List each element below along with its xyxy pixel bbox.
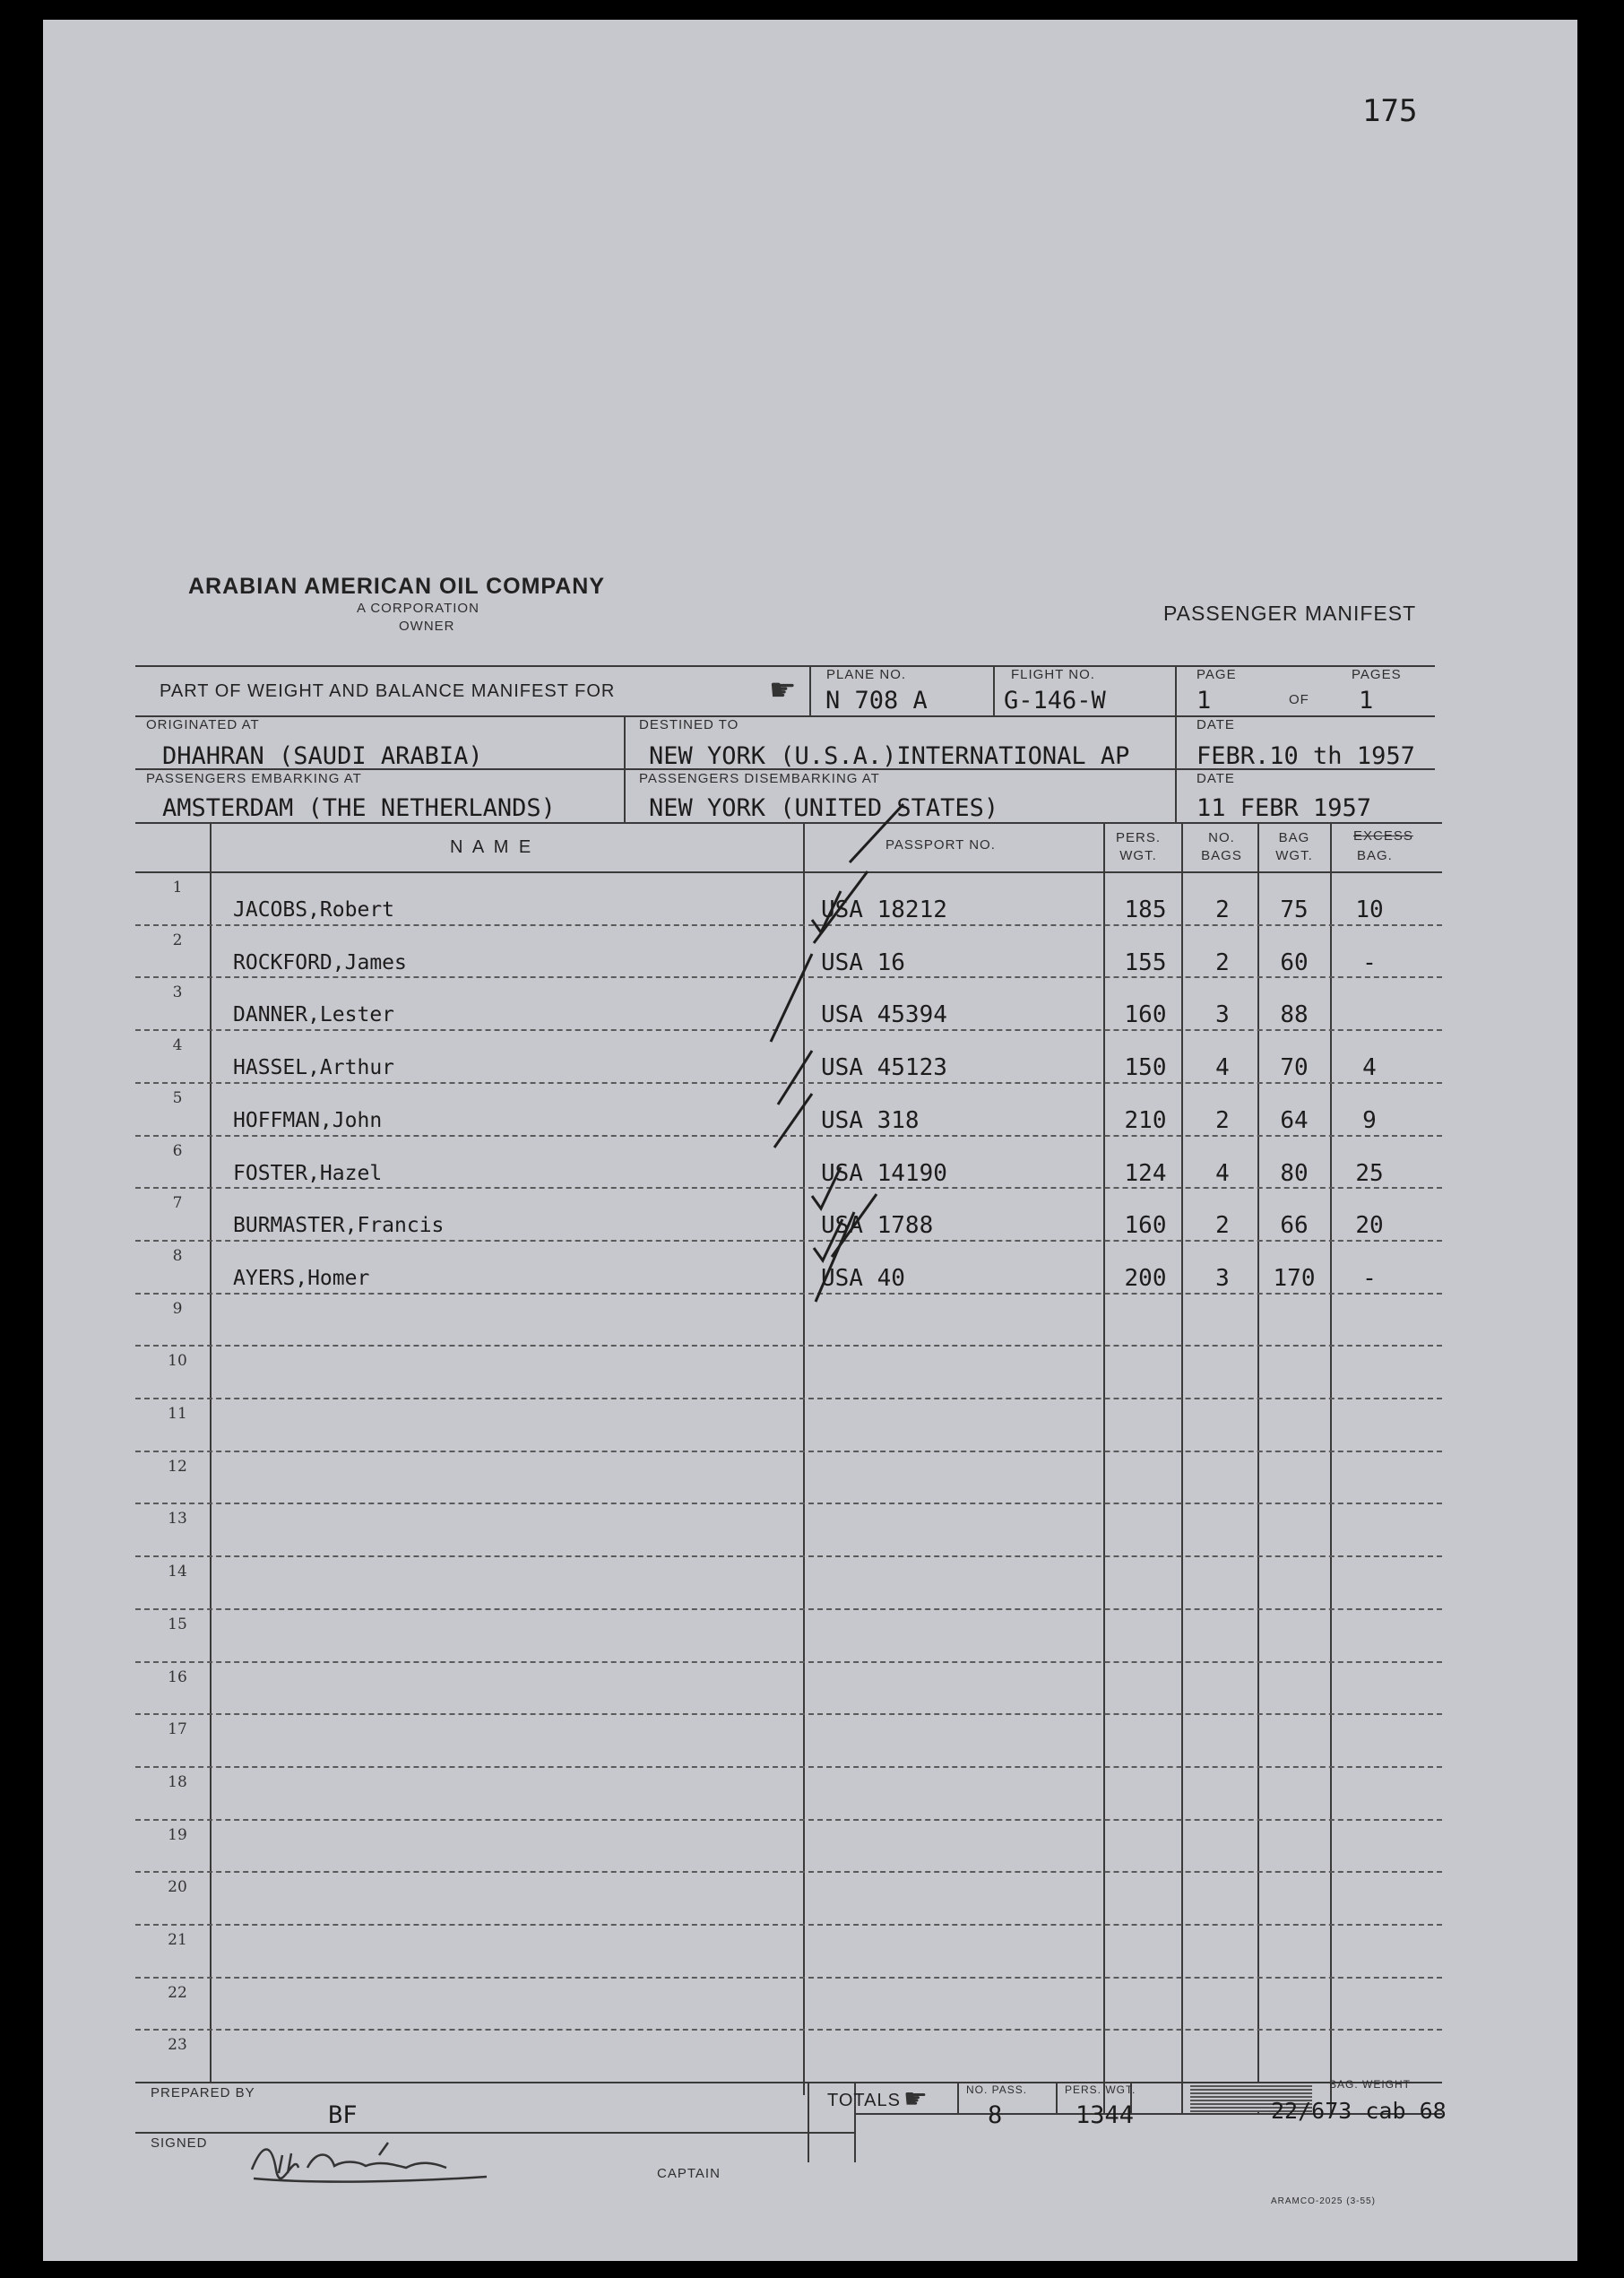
row-number: 11 (168, 1405, 187, 1423)
passenger-name: HOFFMAN,John (233, 1109, 383, 1132)
bag-weight: 60 (1280, 949, 1309, 976)
row-number: 21 (168, 1931, 187, 1949)
bagweight-value: 22/673 cab 68 (1271, 2098, 1447, 2124)
passenger-name: JACOBS,Robert (233, 898, 395, 922)
excess-bag: 10 (1355, 896, 1384, 923)
bag-count: 2 (1215, 1212, 1230, 1239)
personal-weight: 160 (1124, 1212, 1167, 1239)
row-number: 15 (168, 1615, 187, 1633)
bag-weight: 70 (1280, 1054, 1309, 1081)
prepared-label: PREPARED BY (151, 2085, 255, 2100)
row-number: 7 (172, 1194, 183, 1212)
passenger-name: FOSTER,Hazel (233, 1162, 383, 1185)
originated-value: DHAHRAN (SAUDI ARABIA) (162, 742, 483, 770)
row-number: 12 (168, 1458, 187, 1476)
row-number: 6 (172, 1142, 183, 1160)
col-bags-header-1: NO. (1208, 830, 1235, 845)
embarking-label: PASSENGERS EMBARKING AT (146, 771, 362, 786)
row-number: 3 (172, 983, 183, 1001)
bag-count: 2 (1215, 949, 1230, 976)
nopass-value: 8 (988, 2101, 1003, 2129)
destined-value: NEW YORK (U.S.A.)INTERNATIONAL AP (649, 742, 1130, 770)
passport-number: USA 1788 (821, 1212, 934, 1239)
passport-number: USA 16 (821, 949, 905, 976)
row-number: 9 (172, 1300, 183, 1318)
passport-number: USA 45123 (821, 1054, 947, 1081)
col-name-header: N A M E (450, 837, 534, 857)
slash-mark (814, 871, 868, 943)
check-mark (812, 1167, 841, 1208)
personal-weight: 210 (1124, 1107, 1167, 1134)
row-number: 17 (168, 1720, 187, 1738)
excess-bag: 20 (1355, 1212, 1384, 1239)
col-bagwgt-header-1: BAG (1278, 830, 1310, 845)
row-number: 20 (168, 1878, 187, 1896)
company-name: ARABIAN AMERICAN OIL COMPANY (188, 574, 606, 599)
captain-label: CAPTAIN (657, 2166, 721, 2181)
date2-value: 11 FEBR 1957 (1196, 794, 1372, 822)
slash-mark (850, 804, 903, 862)
signed-label: SIGNED (151, 2135, 208, 2151)
totals-label: TOTALS (827, 2091, 901, 2110)
company-owner: OWNER (399, 619, 455, 634)
perswgt-label: PERS. WGT. (1065, 2083, 1136, 2096)
bag-count: 4 (1215, 1054, 1230, 1081)
row-number: 19 (168, 1826, 187, 1844)
company-subtitle: A CORPORATION (357, 601, 479, 616)
slash-mark (778, 1051, 812, 1104)
passenger-name: ROCKFORD,James (233, 951, 407, 974)
row-number: 8 (172, 1247, 183, 1265)
bag-weight: 80 (1280, 1160, 1309, 1187)
plane-label: PLANE NO. (826, 667, 907, 682)
check-mark (814, 1219, 842, 1260)
of-label: OF (1289, 692, 1309, 707)
row-number: 18 (168, 1773, 187, 1791)
check-marks-overlay (43, 20, 1577, 2261)
page-label: PAGE (1196, 667, 1237, 682)
excess-bag: 9 (1362, 1107, 1377, 1134)
bag-weight: 75 (1280, 896, 1309, 923)
row-number: 1 (172, 879, 183, 896)
embarking-value: AMSTERDAM (THE NETHERLANDS) (162, 794, 556, 822)
personal-weight: 185 (1124, 896, 1167, 923)
col-excess-header-2: BAG. (1357, 848, 1393, 863)
col-pers-header-1: PERS. (1115, 830, 1161, 845)
hand-pointer-icon: ☛ (769, 674, 797, 707)
pages-label: PAGES (1352, 667, 1402, 682)
personal-weight: 155 (1124, 949, 1167, 976)
hand-pointer-icon: ☛ (903, 2084, 928, 2114)
bag-count: 2 (1215, 896, 1230, 923)
date2-label: DATE (1196, 771, 1235, 786)
captain-signature (245, 2134, 514, 2187)
bag-weight: 64 (1280, 1107, 1309, 1134)
row-number: 10 (168, 1352, 187, 1370)
doc-title: PASSENGER MANIFEST (1163, 602, 1417, 625)
col-passport-header: PASSPORT NO. (885, 837, 996, 853)
bag-count: 2 (1215, 1107, 1230, 1134)
excess-bag: - (1362, 1265, 1377, 1292)
page-value: 1 (1196, 687, 1212, 715)
passenger-name: AYERS,Homer (233, 1267, 370, 1290)
excess-bag: 25 (1355, 1160, 1384, 1187)
col-pers-header-2: WGT. (1119, 848, 1157, 863)
destined-label: DESTINED TO (639, 717, 739, 732)
bag-count: 3 (1215, 1265, 1230, 1292)
personal-weight: 160 (1124, 1001, 1167, 1028)
personal-weight: 124 (1124, 1160, 1167, 1187)
nopass-label: NO. PASS. (966, 2083, 1028, 2096)
excess-bag: - (1362, 949, 1377, 976)
row-number: 22 (168, 1984, 187, 2002)
col-bagwgt-header-2: WGT. (1275, 848, 1313, 863)
passenger-name: BURMASTER,Francis (233, 1214, 445, 1237)
passport-number: USA 40 (821, 1265, 905, 1292)
manifest-for-label: PART OF WEIGHT AND BALANCE MANIFEST FOR (160, 681, 616, 701)
bag-weight: 88 (1280, 1001, 1309, 1028)
bag-count: 3 (1215, 1001, 1230, 1028)
date1-value: FEBR.10 th 1957 (1196, 742, 1415, 770)
row-number: 23 (168, 2036, 187, 2054)
row-number: 5 (172, 1089, 183, 1107)
disembarking-value: NEW YORK (UNITED STATES) (649, 794, 999, 822)
col-excess-header-1: EXCESS (1353, 828, 1413, 844)
prepared-value: BF (328, 2101, 358, 2129)
excess-bag: 4 (1362, 1054, 1377, 1081)
page-number: 175 (1362, 93, 1418, 129)
passenger-name: DANNER,Lester (233, 1003, 395, 1026)
passport-number: USA 18212 (821, 896, 947, 923)
row-number: 16 (168, 1668, 187, 1686)
bag-weight: 66 (1280, 1212, 1309, 1239)
manifest-sheet (43, 20, 1577, 2261)
slash-mark (771, 954, 812, 1042)
flight-label: FLIGHT NO. (1011, 667, 1095, 682)
originated-label: ORIGINATED AT (146, 717, 260, 732)
row-number: 2 (172, 931, 183, 949)
bag-weight: 170 (1273, 1265, 1316, 1292)
row-number: 14 (168, 1563, 187, 1581)
perswgt-value: 1344 (1075, 2101, 1135, 2129)
bagweight-label: BAG. WEIGHT (1329, 2078, 1412, 2091)
passport-number: USA 14190 (821, 1160, 947, 1187)
passport-number: USA 318 (821, 1107, 920, 1134)
flight-value: G-146-W (1004, 687, 1106, 715)
passenger-name: HASSEL,Arthur (233, 1056, 395, 1079)
pages-value: 1 (1359, 687, 1374, 715)
form-code: ARAMCO-2025 (3-55) (1271, 2196, 1376, 2206)
personal-weight: 200 (1124, 1265, 1167, 1292)
col-bags-header-2: BAGS (1201, 848, 1242, 863)
personal-weight: 150 (1124, 1054, 1167, 1081)
passport-number: USA 45394 (821, 1001, 947, 1028)
row-number: 4 (172, 1036, 183, 1054)
disembarking-label: PASSENGERS DISEMBARKING AT (639, 771, 880, 786)
row-number: 13 (168, 1510, 187, 1528)
date1-label: DATE (1196, 717, 1235, 732)
plane-value: N 708 A (825, 687, 928, 715)
bag-count: 4 (1215, 1160, 1230, 1187)
